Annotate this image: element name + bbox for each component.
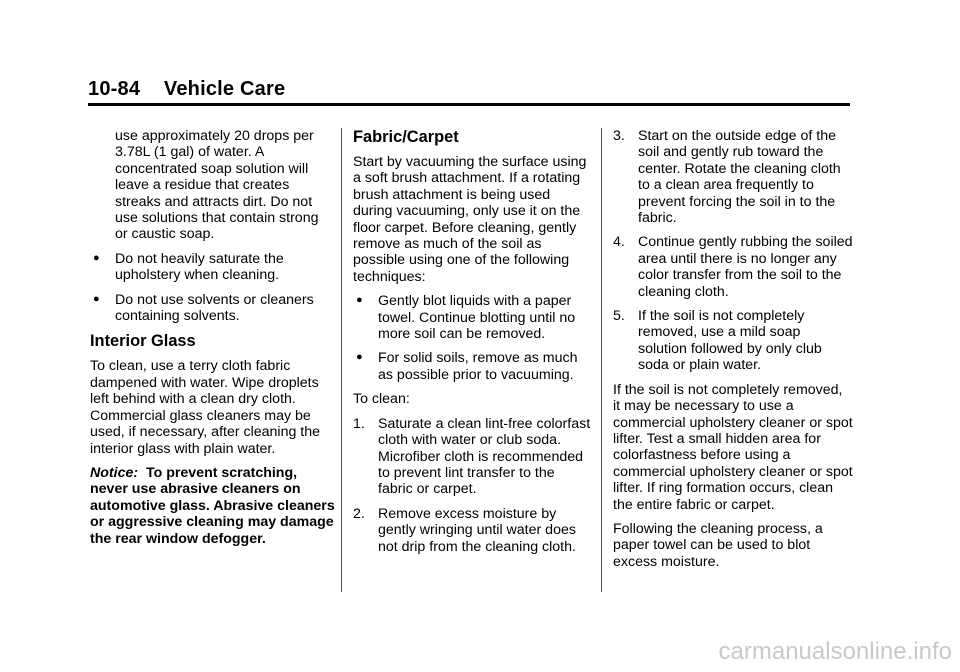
blot-text: Following the cleaning process, a paper towel can be used to blot excess moisture. bbox=[613, 520, 823, 570]
watermark: carmanualsonline.info bbox=[718, 638, 952, 665]
column-divider bbox=[341, 128, 342, 592]
bullet-icon: ● bbox=[93, 251, 100, 264]
list-item bbox=[353, 350, 593, 383]
numbered-step bbox=[353, 416, 593, 498]
column-2 bbox=[353, 128, 593, 563]
step-number: 2. bbox=[353, 505, 365, 522]
bullet-icon: ● bbox=[356, 351, 363, 364]
page-number: 10-84 bbox=[88, 78, 141, 100]
page-header bbox=[88, 78, 285, 101]
numbered-step bbox=[353, 506, 593, 555]
step-number: 3. bbox=[613, 128, 625, 144]
numbered-step bbox=[613, 128, 853, 226]
list-item bbox=[90, 292, 335, 325]
spot-lifter-text: If the soil is not completely removed, it may be necessary to use a commercial upholstery cleaner or spot lifter. Test a small hidden area for colorfastness before using a commercial upholstery cleaner or spot lifter. If ring formation occurs, clean the entire fabric or carpet. bbox=[613, 381, 853, 513]
numbered-step bbox=[613, 308, 853, 374]
to-clean-label: To clean: bbox=[353, 391, 410, 408]
notice-text: To prevent scratching, never use abrasive cleaners on automotive glass. Abrasive cleaners or aggressive cleaning may damage the rear window defogger. bbox=[90, 464, 335, 547]
list-item-text: For solid soils, remove as much as possible prior to vacuuming. bbox=[378, 350, 578, 383]
step-number: 5. bbox=[613, 308, 625, 325]
header-rule bbox=[88, 103, 850, 106]
column-3 bbox=[613, 128, 853, 578]
section-title: Vehicle Care bbox=[163, 78, 286, 100]
numbered-step bbox=[613, 234, 853, 300]
list-item bbox=[353, 293, 593, 342]
numbered-list bbox=[613, 128, 853, 374]
notice-label: Notice: bbox=[90, 464, 139, 481]
list-item-text: Do not heavily saturate the upholstery when cleaning. bbox=[115, 250, 284, 284]
step-text: Continue gently rubbing the soiled area until there is no longer any color transfer from the soil to the cleaning cloth. bbox=[638, 234, 853, 300]
fabric-intro-text: Start by vacuuming the surface using a soft brush attachment. If a rotating brush attachment is being used during vacuuming, only use it on the floor carpet. Before cleaning, gently remove as much of the soil as possible using one of the following techniques: bbox=[353, 154, 587, 285]
bullet-list bbox=[90, 251, 335, 325]
bullet-list bbox=[353, 293, 593, 383]
step-text: Start on the outside edge of the soil and gently rub toward the center. Rotate the cleaning cloth to a clean area frequently to prevent forcing the soil in to the fabric. bbox=[638, 128, 841, 227]
column-1 bbox=[90, 128, 335, 555]
step-text: Saturate a clean lint-free colorfast cloth with water or club soda. Microfiber cloth is recommended to prevent lint transfer to the fabric or carpet. bbox=[378, 415, 591, 498]
section-heading-interior-glass: Interior Glass bbox=[90, 332, 196, 351]
list-item-text: Do not use solvents or cleaners containing solvents. bbox=[115, 291, 314, 325]
step-number: 1. bbox=[353, 415, 365, 432]
numbered-list bbox=[353, 416, 593, 555]
list-item bbox=[90, 251, 335, 284]
bullet-icon: ● bbox=[356, 294, 363, 307]
step-number: 4. bbox=[613, 234, 625, 251]
step-text: Remove excess moisture by gently wringing until water does not drip from the cleaning cloth. bbox=[378, 505, 576, 555]
continued-text: use approximately 20 drops per 3.78L (1 gal) of water. A concentrated soap solution will leave a residue that creates streaks and attracts dirt. Do not use solutions that contain strong or caustic soap. bbox=[115, 128, 319, 243]
list-item-text: Gently blot liquids with a paper towel. Continue blotting until no more soil can be removed. bbox=[378, 293, 576, 343]
bullet-icon: ● bbox=[93, 292, 100, 305]
step-text: If the soil is not completely removed, use a mild soap solution followed by only club soda or plain water. bbox=[638, 308, 822, 374]
interior-glass-text: To clean, use a terry cloth fabric dampened with water. Wipe droplets left behind with a clean dry cloth. Commercial glass cleaners may be used, if necessary, after cleaning the interior glass with plain water. bbox=[90, 358, 321, 457]
notice bbox=[90, 465, 335, 547]
section-heading-fabric-carpet: Fabric/Carpet bbox=[353, 128, 459, 146]
column-divider bbox=[601, 128, 602, 592]
